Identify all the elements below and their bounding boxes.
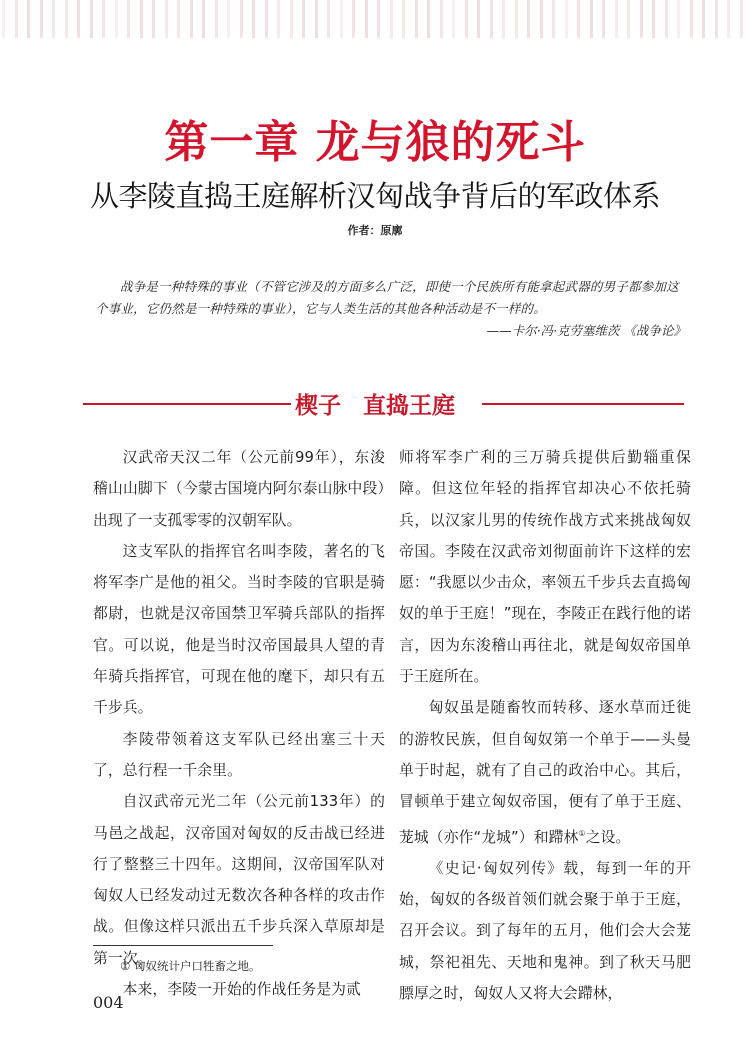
band-stripe — [415, 0, 418, 38]
band-stripe — [177, 0, 180, 38]
band-stripe — [590, 0, 593, 38]
band-stripe — [277, 0, 280, 38]
band-stripe — [265, 0, 268, 38]
author-line: 作者：原廓 — [347, 224, 403, 237]
band-stripe — [577, 0, 580, 38]
band-stripe — [727, 0, 730, 38]
page-number: 004 — [93, 993, 124, 1012]
band-stripe — [2, 0, 5, 38]
band-stripe — [352, 0, 355, 38]
band-stripe — [377, 0, 380, 38]
band-stripe — [440, 0, 443, 38]
band-stripe — [527, 0, 530, 38]
band-stripe — [65, 0, 68, 38]
band-stripe — [715, 0, 718, 38]
band-stripe — [402, 0, 405, 38]
band-stripe — [127, 0, 130, 38]
chapter-title: 第一章 龙与狼的死斗 — [164, 117, 586, 168]
band-stripe — [90, 0, 93, 38]
band-stripe — [102, 0, 105, 38]
band-stripe — [615, 0, 618, 38]
paragraph — [399, 692, 691, 852]
band-stripe — [40, 0, 43, 38]
epigraph-source: ——卡尔·冯·克劳塞维茨 《战争论》 — [486, 323, 686, 338]
epigraph-quote: 战争是一种特殊的事业（不管它涉及的方面多么广泛，即使一个民族所有能拿起武器的男子都参加这个事业，它仍然是一种特殊的事业），它与人类生活的其他各种活动是不一样的。 — [95, 279, 679, 316]
band-stripe — [490, 0, 493, 38]
band-stripe — [665, 0, 668, 38]
band-stripe — [340, 0, 343, 38]
band-stripe — [77, 0, 80, 38]
band-stripe — [27, 0, 30, 38]
section-title-part1: 楔子 — [295, 392, 341, 419]
paragraph: 自汉武帝元光二年（公元前133年）的马邑之战起，汉帝国对匈奴的反击战已经进行了整整三十四年。这期间，汉帝国军队对匈奴人已经发动过无数次各种各样的攻击作战。但像这样只派出五千步兵深入草原却是第一次。 — [93, 793, 385, 967]
paragraph: 这支军队的指挥官名叫李陵，著名的飞将军李广是他的祖父。当时李陵的官职是骑都尉，也就是汉帝国禁卫军骑兵部队的指挥官。可以说，他是当时汉帝国最具人望的青年骑兵指挥官，可现在他的麾下，却只有五千步兵。 — [93, 542, 385, 717]
band-stripe — [552, 0, 555, 38]
left-column — [93, 442, 385, 1005]
band-stripe — [702, 0, 705, 38]
band-stripe — [515, 0, 518, 38]
band-stripe — [140, 0, 143, 38]
band-stripe — [427, 0, 430, 38]
band-stripe — [252, 0, 255, 38]
band-stripe — [477, 0, 480, 38]
right-column — [399, 442, 691, 1009]
band-stripe — [290, 0, 293, 38]
band-stripe — [640, 0, 643, 38]
footnote-marker[interactable]: ① — [578, 828, 586, 838]
section-title-part2: 直捣王庭 — [363, 392, 455, 419]
band-stripe — [152, 0, 155, 38]
band-stripe — [652, 0, 655, 38]
band-stripe — [165, 0, 168, 38]
band-stripe — [15, 0, 18, 38]
band-stripe — [602, 0, 605, 38]
band-stripe — [315, 0, 318, 38]
band-stripe — [502, 0, 505, 38]
band-stripe — [627, 0, 630, 38]
top-decorative-band — [0, 0, 750, 38]
band-stripe — [327, 0, 330, 38]
band-stripe — [365, 0, 368, 38]
paragraph: 《史记·匈奴列传》载，每到一年的开始，匈奴的各级首领们就会聚于单于王庭，召开会议。到了每年的五月，他们会大会茏城，祭祀祖先、天地和鬼神。到了秋天马肥膘厚之时，匈奴人又将大会蹛林， — [399, 859, 691, 1002]
paragraph-text: 匈奴虽是随畜牧而转移、逐水草而迁徙的游牧民族，但自匈奴第一个单于——头曼单于时起，就有了自己的政治中心。其后，冒顿单于建立匈奴帝国，便有了单于王庭、茏城（亦作“龙城”）和蹛林 — [399, 699, 691, 846]
paragraph: 汉武帝天汉二年（公元前99年），东浚稽山山脚下（今蒙古国境内阿尔泰山脉中段）出现了一支孤零零的汉朝军队。 — [93, 449, 385, 529]
band-stripe — [690, 0, 693, 38]
band-stripe — [202, 0, 205, 38]
section-rule-right — [482, 403, 684, 405]
band-stripe — [302, 0, 305, 38]
paragraph-text-tail: 之设。 — [585, 828, 631, 846]
band-stripe — [390, 0, 393, 38]
band-stripe — [565, 0, 568, 38]
band-stripe — [540, 0, 543, 38]
chapter-subtitle: 从李陵直捣王庭解析汉匈战争背后的军政体系 — [89, 179, 660, 213]
band-stripe — [452, 0, 455, 38]
band-stripe — [190, 0, 193, 38]
band-stripe — [677, 0, 680, 38]
band-stripe — [740, 0, 743, 38]
footnote-divider — [93, 945, 273, 946]
band-stripe — [215, 0, 218, 38]
band-stripe — [115, 0, 118, 38]
paragraph: 师将军李广利的三万骑兵提供后勤辎重保障。但这位年轻的指挥官却决心不依托骑兵，以汉家儿男的传统作战方式来挑战匈奴帝国。李陵在汉武帝刘彻面前许下这样的宏愿：“我愿以少击众，率领五千步兵去直捣匈奴的单于王庭！”现在，李陵正在践行他的诺言，因为东浚稽山再往北，就是匈奴帝国单于王庭所在。 — [399, 449, 691, 686]
band-stripe — [465, 0, 468, 38]
paragraph: 李陵带领着这支军队已经出塞三十天了，总行程一千余里。 — [93, 730, 385, 779]
band-stripe — [227, 0, 230, 38]
footnote: ① 匈奴统计户口牲畜之地。 — [120, 959, 261, 973]
band-stripe — [52, 0, 55, 38]
paragraph: 本来，李陵一开始的作战任务是为贰 — [122, 981, 361, 999]
band-stripe — [240, 0, 243, 38]
